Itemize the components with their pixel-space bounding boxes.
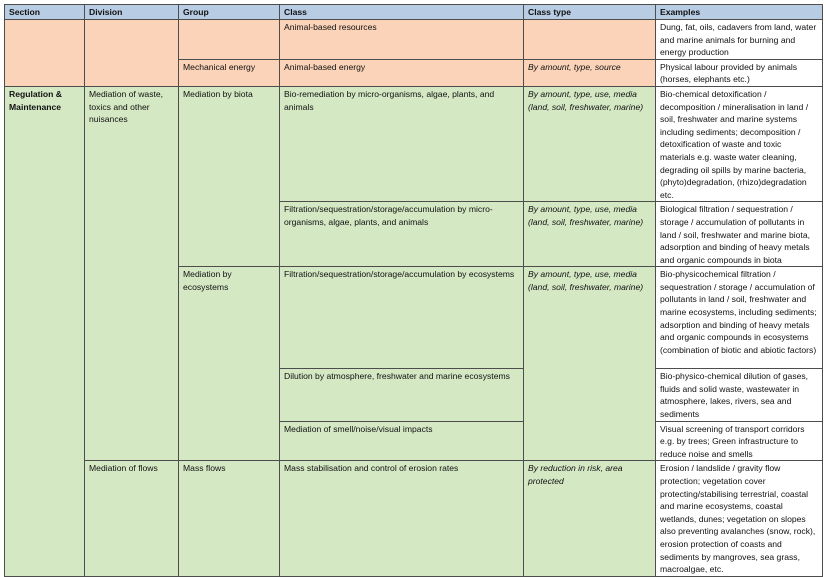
class-cell: Bio-remediation by micro-organisms, algae, plants, and animals: [280, 86, 524, 201]
header-class: Class: [280, 5, 524, 20]
class-cell: Animal-based energy: [280, 59, 524, 86]
class-cell: Mediation of smell/noise/visual impacts: [280, 421, 524, 461]
table-row: [5, 20, 823, 60]
header-section: Section: [5, 5, 85, 20]
class-cell: Dilution by atmosphere, freshwater and marine ecosystems: [280, 369, 524, 421]
header-class-type: Class type: [524, 5, 656, 20]
class-type-cell: By amount, type, use, media (land, soil, freshwater, marine): [524, 202, 656, 267]
header-row: [5, 5, 823, 20]
class-cell: Animal-based resources: [280, 20, 524, 60]
division-cell-empty: [85, 20, 179, 87]
class-type-cell: By amount, type, use, media (land, soil, freshwater, marine): [524, 86, 656, 201]
examples-cell: Bio-physico-chemical dilution of gases, fluids and solid waste, wastewater in atmosphere, lakes, rivers, sea and sediments: [656, 369, 823, 421]
header-group: Group: [179, 5, 280, 20]
group-cell: Mediation by ecosystems: [179, 267, 280, 461]
class-type-cell-empty: [524, 20, 656, 60]
group-cell: Mechanical energy: [179, 59, 280, 86]
examples-cell: Physical labour provided by animals (horses, elephants etc.): [656, 59, 823, 86]
examples-cell: Bio-physicochemical filtration / sequestration / storage / accumulation of pollutants in land / soil, freshwater and marine ecosystems, including sediments; adsorption and binding of heavy metals and organic compounds in ecosystems (combination of biotic and abiotic factors): [656, 267, 823, 369]
examples-cell: Visual screening of transport corridors e.g. by trees; Green infrastructure to reduce noise and smells: [656, 421, 823, 461]
table-row: [5, 461, 823, 576]
group-cell: Mass flows: [179, 461, 280, 576]
group-cell-empty: [179, 20, 280, 60]
ecosystem-services-table: [4, 4, 823, 577]
class-type-cell: By reduction in risk, area protected: [524, 461, 656, 576]
section-cell: Regulation & Maintenance: [5, 86, 85, 576]
group-cell: Mediation by biota: [179, 86, 280, 266]
header-division: Division: [85, 5, 179, 20]
section-cell-empty: [5, 20, 85, 87]
examples-cell: Biological filtration / sequestration / storage / accumulation of pollutants in land / soil, freshwater and marine biota, adsorption and binding of heavy metals and organic compounds in biota: [656, 202, 823, 267]
class-cell: Mass stabilisation and control of erosion rates: [280, 461, 524, 576]
class-cell: Filtration/sequestration/storage/accumulation by micro-organisms, algae, plants, and animals: [280, 202, 524, 267]
header-examples: Examples: [656, 5, 823, 20]
division-cell: Mediation of waste, toxics and other nuisances: [85, 86, 179, 460]
examples-cell: Dung, fat, oils, cadavers from land, water and marine animals for burning and energy production: [656, 20, 823, 60]
class-type-cell: By amount, type, use, media (land, soil, freshwater, marine): [524, 267, 656, 461]
examples-cell: Bio-chemical detoxification / decomposition / mineralisation in land / soil, freshwater and marine systems including sediments; decomposition / detoxification of waste and toxic materials e.g. waste water cleaning, degrading oil spills by marine bacteria, (phyto)degradation, (rhizo)degradation etc.: [656, 86, 823, 201]
examples-cell: Erosion / landslide / gravity flow protection; vegetation cover protecting/stabilising terrestrial, coastal and marine ecosystems, coastal wetlands, dunes; vegetation on slopes also preventing avalanches (snow, rock), erosion protection of coasts and sediments by mangroves, sea grass, macroalgae, etc.: [656, 461, 823, 576]
division-cell: Mediation of flows: [85, 461, 179, 576]
class-type-cell: By amount, type, source: [524, 59, 656, 86]
table-row: [5, 86, 823, 201]
class-cell: Filtration/sequestration/storage/accumulation by ecosystems: [280, 267, 524, 369]
